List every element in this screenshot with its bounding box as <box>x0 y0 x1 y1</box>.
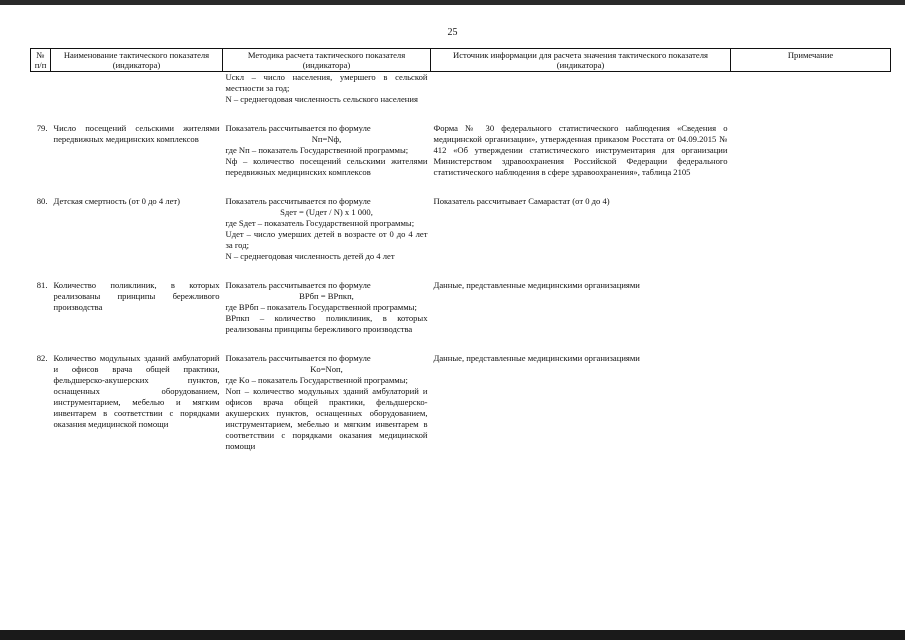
formula: Ko=Nоп, <box>310 364 343 374</box>
formula: BPбп = BPпкп, <box>299 291 354 301</box>
method-cell <box>223 353 431 452</box>
method-line: где Ko – показатель Государственной программы; <box>225 375 408 385</box>
header-note: Примечание <box>731 49 891 72</box>
row-number: 81. <box>36 280 48 290</box>
table-row <box>31 123 891 178</box>
note-cell <box>731 196 891 262</box>
continuation-cell <box>223 72 431 106</box>
table-header-row <box>31 49 891 72</box>
continuation-line: N – среднегодовая численность сельского населения <box>225 94 418 104</box>
method-line: BPпкп – количество поликлиник, в которых реализованы принципы бережливого производства <box>225 313 428 334</box>
method-intro: Показатель рассчитывается по формуле <box>225 123 371 133</box>
indicator-table <box>30 48 891 452</box>
header-method: Методика расчета тактического показателя (индикатора) <box>223 49 431 72</box>
method-line: где BPбп – показатель Государственной программы; <box>225 302 417 312</box>
header-num: № п/п <box>31 49 51 72</box>
header-source: Источник информации для расчета значения тактического показателя (индикатора) <box>431 49 731 72</box>
top-border <box>0 0 905 5</box>
method-line: Nф – количество посещений сельскими жителями передвижных медицинских комплексов <box>225 156 428 177</box>
source-cell: Форма № 30 федерального статистического наблюдения «Сведения о медицинской организации», утвержденная приказом Росстата от 04.09.2015 № 412 «Об утверждении статистического инструментария для организации Министерством здравоохранения Российской Федерации федерального статистического наблюдения в сфере здравоохранения», таблица 2105 <box>433 123 728 177</box>
continuation-line: Uскл – число населения, умершего в сельской местности за год; <box>225 72 428 93</box>
bottom-border <box>0 630 905 640</box>
method-cell <box>223 280 431 335</box>
source-cell: Данные, представленные медицинскими организациями <box>433 280 640 290</box>
note-cell <box>731 123 891 178</box>
note-cell <box>731 280 891 335</box>
row-number: 80. <box>36 196 48 206</box>
row-number: 79. <box>36 123 48 133</box>
indicator-name: Количество поликлиник, в которых реализованы принципы бережливого производства <box>53 280 220 312</box>
indicator-name: Количество модульных зданий амбулаторий и офисов врача общей практики, фельдшерско-акушерских пунктов, оснащенных оборудованием, инструментарием, мебелью и мягким инвентарем в соответствии с порядками оказания медицинской помощи <box>53 353 220 429</box>
method-intro: Показатель рассчитывается по формуле <box>225 280 371 290</box>
method-line: где Nп – показатель Государственной программы; <box>225 145 409 155</box>
table-row <box>31 280 891 335</box>
header-name: Наименование тактического показателя (индикатора) <box>51 49 223 72</box>
table-row-continuation <box>31 72 891 106</box>
table-row <box>31 196 891 262</box>
method-line: Nоп – количество модульных зданий амбулаторий и офисов врача общей практики, фельдшерско-акушерских пунктов, оснащенных оборудованием, инструментарием, мебелью и мягким инвентарем в соответствии с порядками оказания медицинской помощи <box>225 386 428 451</box>
method-line: Uдет – число умерших детей в возрасте от 0 до 4 лет за год; <box>225 229 428 250</box>
table-row <box>31 353 891 452</box>
method-intro: Показатель рассчитывается по формуле <box>225 353 371 363</box>
row-number: 82. <box>36 353 48 363</box>
formula: Nп=Nф, <box>311 134 342 144</box>
indicator-name: Детская смертность (от 0 до 4 лет) <box>53 196 181 206</box>
indicator-name: Число посещений сельскими жителями передвижных медицинских комплексов <box>53 123 220 144</box>
method-cell <box>223 196 431 262</box>
method-intro: Показатель рассчитывается по формуле <box>225 196 371 206</box>
source-cell: Данные, представленные медицинскими организациями <box>433 353 640 363</box>
method-line: где Sдет – показатель Государственной программы; <box>225 218 415 228</box>
method-line: N – среднегодовая численность детей до 4 лет <box>225 251 395 261</box>
formula: Sдет = (Uдет / N) x 1 000, <box>280 207 373 217</box>
method-cell <box>223 123 431 178</box>
source-cell: Показатель рассчитывает Самарастат (от 0 до 4) <box>433 196 610 206</box>
note-cell <box>731 353 891 452</box>
page-number: 25 <box>447 27 458 38</box>
